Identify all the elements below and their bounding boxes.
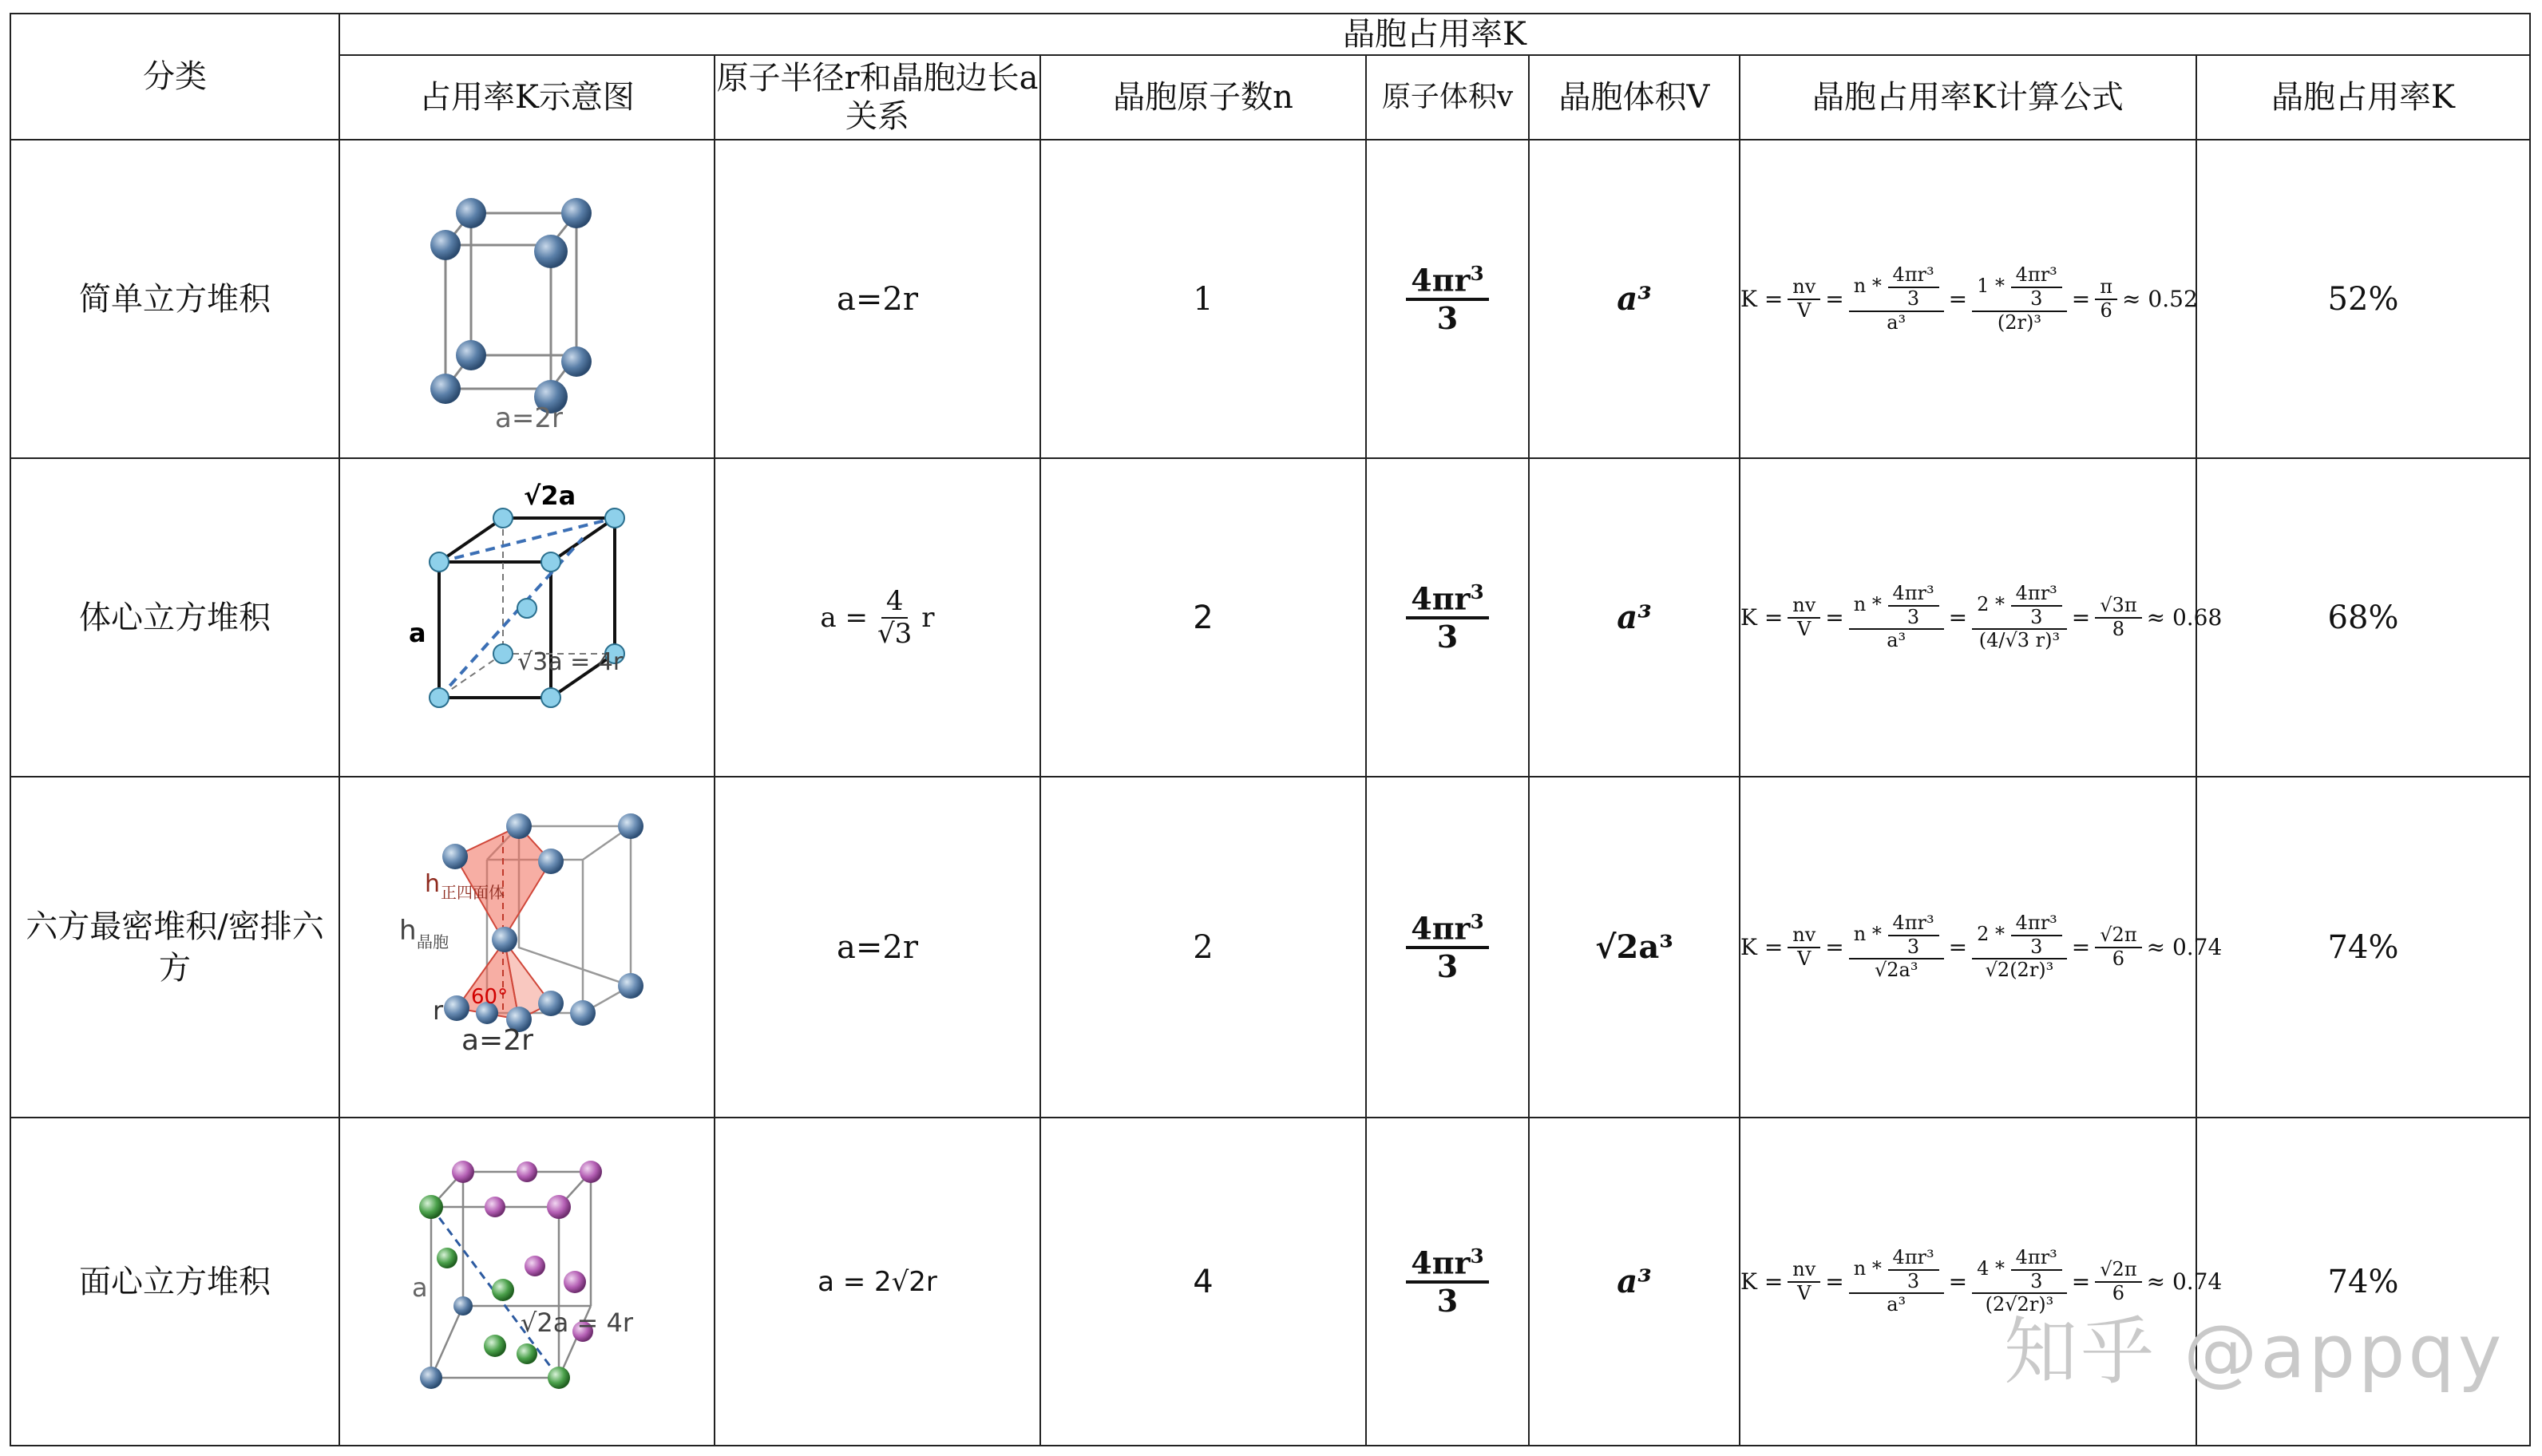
cell-volume: √2a³	[1529, 777, 1740, 1118]
label-h2-sub: 晶胞	[417, 932, 449, 952]
row-name: 体心立方堆积	[10, 458, 339, 777]
table-row	[10, 1118, 2530, 1446]
atom-count: 4	[1040, 1118, 1366, 1446]
label-diag: √2a = 4r	[521, 1307, 634, 1338]
header-formula: 晶胞占用率K计算公式	[1740, 55, 2196, 140]
formula: K = $\frac{nv}{V}$ = n * $\frac{\text{4πr³}}{3}$ a³ = 4 * $\frac{\text{4πr³}}{3}$ (2√2r)³ = $\frac{√2\pi}{6}$ ≈ 0.74	[1740, 1118, 2196, 1446]
atom-volume: $\frac{4\pi r^3}{3}$	[1366, 458, 1529, 777]
header-cell-volume: 晶胞体积V	[1529, 55, 1740, 140]
label-a: a=2r	[461, 1023, 533, 1057]
watermark: 知乎 @appqy	[2004, 1309, 2505, 1395]
label-r: r	[433, 995, 444, 1026]
atom-volume: $\frac{4\pi r^3}{3}$	[1366, 140, 1529, 458]
label-angle: 60°	[471, 984, 509, 1009]
table-row	[10, 777, 2530, 1118]
label-left: a	[409, 617, 426, 648]
formula: K = $\frac{nv}{V}$ = n * $\frac{\text{4πr³}}{3}$ a³ = 2 * $\frac{\text{4πr³}}{3}$ (4/√3 r)³ = $\frac{√3\pi}{8}$ ≈ 0.68	[1740, 458, 2196, 777]
label-top: √2a	[524, 480, 576, 511]
occupancy: 52%	[2196, 140, 2530, 458]
label-h1: h	[425, 869, 441, 898]
header-diagram: 占用率K示意图	[339, 55, 715, 140]
row-name: 简单立方堆积	[10, 140, 339, 458]
atom-volume: $\frac{4\pi r^3}{3}$	[1366, 777, 1529, 1118]
label-h1-sub: 正四面体	[441, 882, 505, 902]
diagram-caption: a=2r	[495, 402, 563, 434]
cell-volume: a³	[1529, 140, 1740, 458]
header-occupancy: 晶胞占用率K	[2196, 55, 2530, 140]
atom-volume: $\frac{4\pi r^3}{3}$	[1366, 1118, 1529, 1446]
cell-volume: a³	[1529, 1118, 1740, 1446]
formula: K = $\frac{nv}{V}$ = n * $\frac{\text{4πr³}}{3}$ √2a³ = 2 * $\frac{\text{4πr³}}{3}$ √2(2r)³ = $\frac{√2\pi}{6}$ ≈ 0.74	[1740, 777, 2196, 1118]
diagram-bcc	[339, 458, 715, 777]
packing-table	[10, 13, 2531, 1446]
diagram-simple-cubic	[339, 140, 715, 458]
label-left: a	[412, 1272, 428, 1303]
formula: K = $\frac{nv}{V}$ = n * $\frac{\text{4πr³}}{3}$ a³ = 1 * $\frac{\text{4πr³}}{3}$ (2r)³ = $\frac{\pi}{6}$ ≈ 0.52	[1740, 140, 2196, 458]
atom-count: 2	[1040, 777, 1366, 1118]
diagram-fcc	[339, 1118, 715, 1446]
header-relation: 原子半径r和晶胞边长a关系	[715, 55, 1040, 140]
table-row	[10, 458, 2530, 777]
header-atom-volume: 原子体积v	[1366, 55, 1529, 140]
diagram-hcp	[339, 777, 715, 1118]
occupancy: 74%	[2196, 1118, 2530, 1446]
header-group: 晶胞占用率K	[339, 14, 2530, 55]
atom-count: 2	[1040, 458, 1366, 777]
header-category: 分类	[10, 14, 339, 140]
row-name: 六方最密堆积/密排六方	[10, 777, 339, 1118]
row-name: 面心立方堆积	[10, 1118, 339, 1446]
table-row	[10, 140, 2530, 458]
cell-volume: a³	[1529, 458, 1740, 777]
relation: a=2r	[715, 140, 1040, 458]
atom-count: 1	[1040, 140, 1366, 458]
label-diag: √3a = 4r	[517, 647, 624, 676]
occupancy: 74%	[2196, 777, 2530, 1118]
header-atom-count: 晶胞原子数n	[1040, 55, 1366, 140]
label-h2: h	[399, 914, 417, 947]
relation: a = 2√2r	[715, 1118, 1040, 1446]
relation: a=2r	[715, 777, 1040, 1118]
relation: a = $\frac{4}{√3}$ r	[715, 458, 1040, 777]
occupancy: 68%	[2196, 458, 2530, 777]
